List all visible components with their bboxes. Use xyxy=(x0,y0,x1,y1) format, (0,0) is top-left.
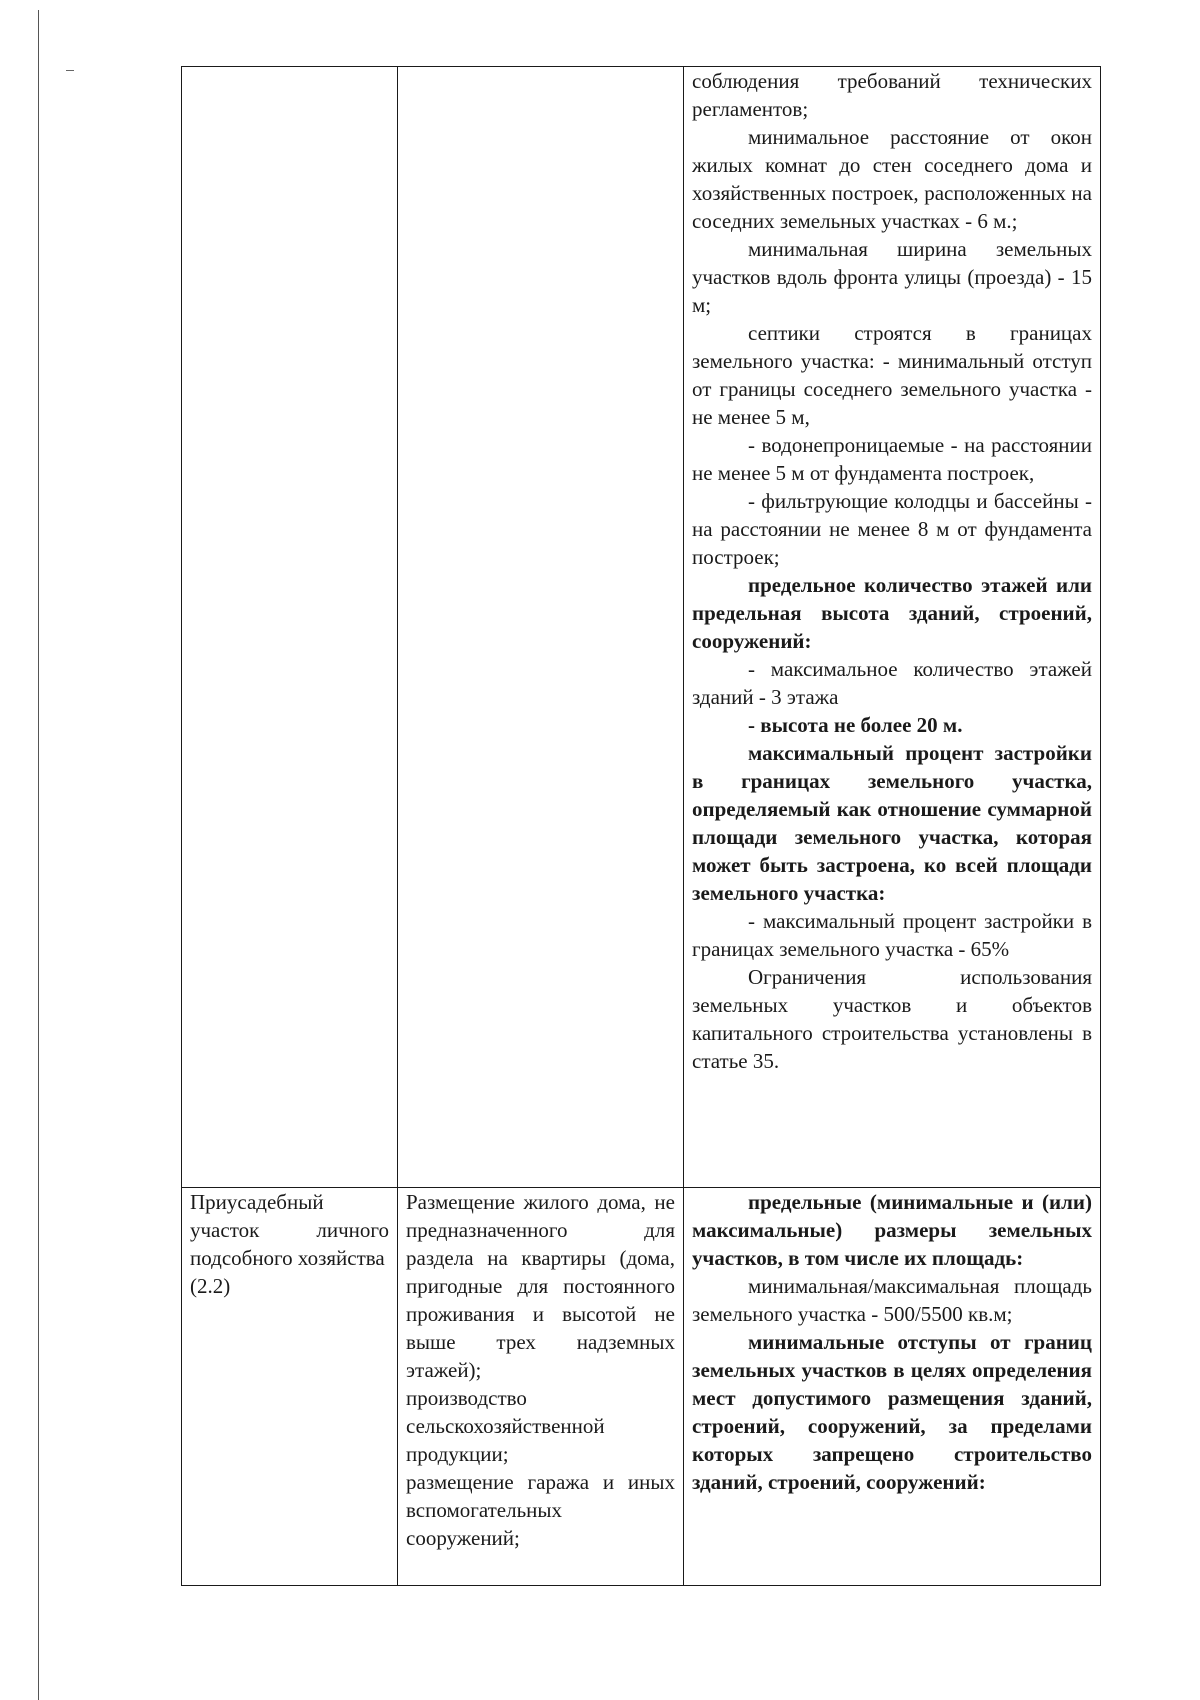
permitted-use-description-cell xyxy=(398,1188,684,1586)
table-row xyxy=(182,1188,1101,1586)
param-heading: минимальные отступы от границ земельных участков в целях определения мест допустимого размещения зданий, строений, сооружений, за пределами которых запрещено строительство зданий, строений, сооружений: xyxy=(692,1330,1092,1494)
param-paragraph: минимальная ширина земельных участков вдоль фронта улицы (проезда) - 15 м; xyxy=(692,237,1092,317)
parameters-cell xyxy=(684,1188,1101,1586)
land-use-type-name: Приусадебный участок личного подсобного хозяйства xyxy=(190,1190,389,1270)
permitted-use-description-cell xyxy=(398,67,684,1188)
land-use-type-cell xyxy=(182,67,398,1188)
param-paragraph: - высота не более 20 м. xyxy=(748,713,963,737)
param-paragraph: - фильтрующие колодцы и бассейны - на расстоянии не менее 8 м от фундамента построек; xyxy=(692,489,1092,569)
param-heading: максимальный процент застройки в границах земельного участка, определяемый как отношение суммарной площади земельного участка, которая может быть застроена, ко всей площади земельного участка: xyxy=(692,741,1092,905)
regulations-table xyxy=(181,66,1101,1586)
table-row xyxy=(182,67,1101,1188)
parameters-cell xyxy=(684,67,1101,1188)
param-paragraph: - максимальное количество этажей зданий - 3 этажа xyxy=(692,657,1092,709)
param-paragraph: соблюдения требований технических регламентов; xyxy=(692,69,1092,121)
param-heading: предельные (минимальные и (или) максимальные) размеры земельных участков, в том числе их площадь: xyxy=(692,1190,1092,1270)
param-paragraph: Ограничения использования земельных участков и объектов капитального строительства установлены в статье 35. xyxy=(692,965,1092,1073)
param-paragraph: - водонепроницаемые - на расстоянии не менее 5 м от фундамента построек, xyxy=(692,433,1092,485)
land-use-type-code: (2.2) xyxy=(190,1274,231,1298)
param-paragraph: - максимальный процент застройки в границах земельного участка - 65% xyxy=(692,909,1092,961)
param-paragraph: септики строятся в границах земельного участка: - минимальный отступ от границы соседнего земельного участка - не менее 5 м, xyxy=(692,321,1092,429)
use-description-paragraph: размещение гаража и иных вспомогательных сооружений; xyxy=(406,1470,675,1550)
param-heading: предельное количество этажей или предельная высота зданий, строений, сооружений: xyxy=(692,573,1092,653)
param-paragraph: минимальное расстояние от окон жилых комнат до стен соседнего дома и хозяйственных построек, расположенных на соседних земельных участках - 6 м.; xyxy=(692,125,1092,233)
margin-tick-mark xyxy=(66,70,74,71)
land-use-type-cell xyxy=(182,1188,398,1586)
use-description-paragraph: Размещение жилого дома, не предназначенного для раздела на квартиры (дома, пригодные для постоянного проживания и высотой не выше трех надземных этажей); xyxy=(406,1190,675,1382)
left-margin-rule xyxy=(38,10,39,1700)
param-paragraph: минимальная/максимальная площадь земельного участка - 500/5500 кв.м; xyxy=(692,1274,1092,1326)
use-description-paragraph: производство сельскохозяйственной продукции; xyxy=(406,1386,605,1466)
